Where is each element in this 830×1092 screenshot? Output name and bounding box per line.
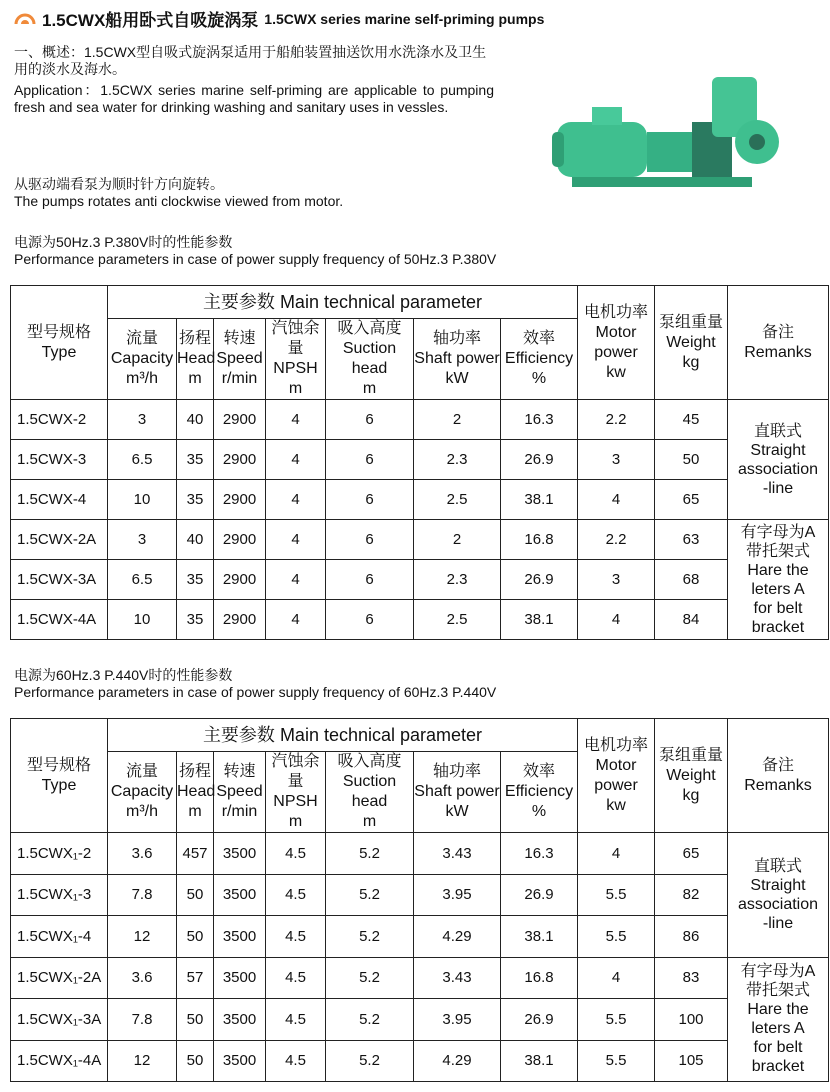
column-header-line: Shaft power xyxy=(414,350,500,367)
value-cell: 65 xyxy=(655,833,728,875)
value-cell: 5.5 xyxy=(578,874,655,916)
value-cell: 2 xyxy=(414,520,501,560)
value-cell: 4 xyxy=(578,957,655,999)
model-cell: 1.5CWX-3 xyxy=(11,440,108,480)
column-header xyxy=(414,752,501,833)
value-cell: 6 xyxy=(326,480,414,520)
column-header-line: m xyxy=(362,380,377,397)
model-cell: 1.5CWX₁-2A xyxy=(11,957,108,999)
column-header-line: Shaft power xyxy=(414,783,500,800)
column-header xyxy=(108,752,177,833)
value-cell: 26.9 xyxy=(501,874,578,916)
column-header xyxy=(214,319,266,400)
remarks-line: leters A xyxy=(751,580,805,598)
value-cell: 100 xyxy=(655,999,728,1041)
value-cell: 4 xyxy=(266,600,326,640)
column-header-line: Capacity xyxy=(110,350,174,367)
value-cell: 3 xyxy=(108,400,177,440)
weight-header-line: 泵组重量 xyxy=(658,746,723,764)
remarks-cell xyxy=(728,400,829,520)
table-row xyxy=(11,480,829,520)
column-header-line: m xyxy=(188,370,202,387)
table-row xyxy=(11,520,829,560)
column-header-line: 汽蚀余量 xyxy=(271,753,320,790)
value-cell: 50 xyxy=(177,874,214,916)
table-row xyxy=(11,999,829,1041)
column-header-line: Efficiency xyxy=(504,783,574,800)
remarks-line: 有字母为A xyxy=(740,523,816,541)
value-cell: 2900 xyxy=(214,440,266,480)
remarks-line: Hare the xyxy=(747,561,809,579)
value-cell: 2 xyxy=(414,400,501,440)
value-cell: 68 xyxy=(655,560,728,600)
value-cell: 10 xyxy=(108,480,177,520)
value-cell: 26.9 xyxy=(501,999,578,1041)
value-cell: 4 xyxy=(266,400,326,440)
remarks-header-line: 备注 xyxy=(761,756,794,774)
value-cell: 2900 xyxy=(214,520,266,560)
table-row xyxy=(11,874,829,916)
value-cell: 16.8 xyxy=(501,957,578,999)
value-cell: 2.2 xyxy=(578,520,655,560)
remarks-line: leters A xyxy=(751,1020,805,1038)
column-header-line: 扬程 xyxy=(178,330,211,347)
value-cell: 3 xyxy=(578,440,655,480)
value-cell: 16.8 xyxy=(501,520,578,560)
weight-header xyxy=(655,719,728,833)
motor-power-header-line: kw xyxy=(606,363,626,381)
value-cell: 3500 xyxy=(214,874,266,916)
remarks-header xyxy=(728,719,829,833)
value-cell: 3.43 xyxy=(414,957,501,999)
value-cell: 4 xyxy=(266,480,326,520)
column-header-line: m xyxy=(362,813,377,830)
value-cell: 2.5 xyxy=(414,600,501,640)
value-cell: 6 xyxy=(326,560,414,600)
value-cell: 2900 xyxy=(214,560,266,600)
column-header xyxy=(214,752,266,833)
table-row xyxy=(11,916,829,958)
value-cell: 6 xyxy=(326,440,414,480)
value-cell: 82 xyxy=(655,874,728,916)
overview-zh: 一、概述：1.5CWX型自吸式旋涡泵适用于船舶装置抽送饮用水洗涤水及卫生用的淡水及海水。 xyxy=(14,44,487,77)
type-header xyxy=(11,286,108,400)
column-header-line: r/min xyxy=(221,803,258,820)
column-header-line: Speed xyxy=(216,783,263,800)
value-cell: 6 xyxy=(326,600,414,640)
column-header-line: % xyxy=(531,370,547,387)
column-header-line: Suction head xyxy=(342,340,397,377)
column-header-line: kW xyxy=(445,370,469,387)
value-cell: 2.3 xyxy=(414,560,501,600)
column-header-line: Efficiency xyxy=(504,350,574,367)
value-cell: 5.5 xyxy=(578,1040,655,1082)
weight-header-line: 泵组重量 xyxy=(658,313,723,331)
value-cell: 7.8 xyxy=(108,999,177,1041)
model-cell: 1.5CWX-2A xyxy=(11,520,108,560)
value-cell: 26.9 xyxy=(501,440,578,480)
value-cell: 3.95 xyxy=(414,999,501,1041)
column-header-line: 轴功率 xyxy=(432,763,481,780)
value-cell: 35 xyxy=(177,600,214,640)
value-cell: 3500 xyxy=(214,1040,266,1082)
column-header xyxy=(266,319,326,400)
value-cell: 38.1 xyxy=(501,480,578,520)
table-row xyxy=(11,440,829,480)
value-cell: 26.9 xyxy=(501,560,578,600)
motor-power-header xyxy=(578,286,655,400)
value-cell: 12 xyxy=(108,1040,177,1082)
column-header-line: 轴功率 xyxy=(432,330,481,347)
value-cell: 35 xyxy=(177,480,214,520)
table-row xyxy=(11,560,829,600)
remarks-line: association xyxy=(737,895,819,913)
model-cell: 1.5CWX-4 xyxy=(11,480,108,520)
value-cell: 5.2 xyxy=(326,957,414,999)
column-header-line: kW xyxy=(445,803,469,820)
column-header-line: 转速 xyxy=(223,763,256,780)
value-cell: 4.5 xyxy=(266,999,326,1041)
value-cell: 5.2 xyxy=(326,1040,414,1082)
value-cell: 3.43 xyxy=(414,833,501,875)
pump-image xyxy=(552,62,802,202)
motor-power-header xyxy=(578,719,655,833)
value-cell: 3 xyxy=(108,520,177,560)
main-parameter-header: 主要参数 Main technical parameter xyxy=(108,286,578,319)
remarks-header-line: Remanks xyxy=(744,776,812,794)
value-cell: 16.3 xyxy=(501,833,578,875)
value-cell: 5.5 xyxy=(578,916,655,958)
column-header-line: 效率 xyxy=(522,763,555,780)
value-cell: 4 xyxy=(578,480,655,520)
type-header-line: 型号规格 xyxy=(26,756,91,774)
caption-en-2: Performance parameters in case of power supply frequency of 60Hz.3 P.440V xyxy=(14,684,497,700)
type-header-line: Type xyxy=(41,776,77,794)
model-cell: 1.5CWX-4A xyxy=(11,600,108,640)
remarks-line: -line xyxy=(762,914,794,932)
remarks-cell xyxy=(728,833,829,958)
value-cell: 2.2 xyxy=(578,400,655,440)
column-header-line: 扬程 xyxy=(178,763,211,780)
column-header xyxy=(501,752,578,833)
model-cell: 1.5CWX-3A xyxy=(11,560,108,600)
value-cell: 3500 xyxy=(214,833,266,875)
column-header-line: 吸入高度 xyxy=(337,320,402,337)
value-cell: 35 xyxy=(177,440,214,480)
value-cell: 2.3 xyxy=(414,440,501,480)
column-header-line: Head xyxy=(177,783,216,800)
value-cell: 4 xyxy=(578,600,655,640)
value-cell: 50 xyxy=(177,999,214,1041)
column-header-line: m xyxy=(288,380,303,397)
remarks-line: 直联式 xyxy=(753,422,802,440)
table-row xyxy=(11,600,829,640)
remarks-line: association xyxy=(737,460,819,478)
value-cell: 4 xyxy=(266,560,326,600)
value-cell: 38.1 xyxy=(501,916,578,958)
value-cell: 3.95 xyxy=(414,874,501,916)
value-cell: 63 xyxy=(655,520,728,560)
column-header xyxy=(177,319,214,400)
value-cell: 3 xyxy=(578,560,655,600)
value-cell: 6 xyxy=(326,520,414,560)
column-header-line: NPSH xyxy=(273,360,318,377)
value-cell: 3500 xyxy=(214,916,266,958)
value-cell: 5.2 xyxy=(326,999,414,1041)
value-cell: 83 xyxy=(655,957,728,999)
value-cell: 4 xyxy=(266,520,326,560)
motor-power-header-line: kw xyxy=(606,796,626,814)
remarks-line: 有字母为A xyxy=(740,963,816,981)
weight-header-line: Weight xyxy=(666,333,716,351)
motor-power-header-line: Motor power xyxy=(594,756,638,794)
column-header-line: 转速 xyxy=(223,330,256,347)
model-cell: 1.5CWX₁-4A xyxy=(11,1040,108,1082)
column-header-line: m xyxy=(188,803,202,820)
model-cell: 1.5CWX-2 xyxy=(11,400,108,440)
value-cell: 5.2 xyxy=(326,916,414,958)
table-row xyxy=(11,400,829,440)
value-cell: 3500 xyxy=(214,957,266,999)
column-header-line: m³/h xyxy=(126,803,158,820)
value-cell: 84 xyxy=(655,600,728,640)
value-cell: 6 xyxy=(326,400,414,440)
value-cell: 6.5 xyxy=(108,560,177,600)
header-row xyxy=(11,719,829,752)
value-cell: 4.5 xyxy=(266,957,326,999)
value-cell: 4 xyxy=(266,440,326,480)
weight-header-line: kg xyxy=(682,786,700,804)
value-cell: 86 xyxy=(655,916,728,958)
column-header xyxy=(414,319,501,400)
caption-zh-1: 电源为50Hz.3 P.380V时的性能参数 xyxy=(14,234,233,250)
type-header-line: 型号规格 xyxy=(26,323,91,341)
value-cell: 2900 xyxy=(214,400,266,440)
value-cell: 12 xyxy=(108,916,177,958)
title-zh: 1.5CWX船用卧式自吸旋涡泵 xyxy=(42,11,259,30)
performance-table-60hz xyxy=(10,718,829,1082)
value-cell: 4.29 xyxy=(414,1040,501,1082)
value-cell: 3.6 xyxy=(108,833,177,875)
value-cell: 3500 xyxy=(214,999,266,1041)
column-header-line: 流量 xyxy=(125,330,158,347)
value-cell: 4.5 xyxy=(266,874,326,916)
model-cell: 1.5CWX₁-2 xyxy=(11,833,108,875)
column-header-line: NPSH xyxy=(273,793,318,810)
remarks-line: 带托架式 xyxy=(745,982,810,1000)
column-header xyxy=(108,319,177,400)
model-cell: 1.5CWX₁-4 xyxy=(11,916,108,958)
value-cell: 40 xyxy=(177,400,214,440)
motor-power-header-line: 电机功率 xyxy=(583,303,648,321)
value-cell: 4 xyxy=(578,833,655,875)
caption-zh-2: 电源为60Hz.3 P.440V时的性能参数 xyxy=(14,667,233,683)
column-header-line: Capacity xyxy=(110,783,174,800)
overview-en: Application：1.5CWX series marine self-priming are applicable to pumping fresh and sea water for drinking washing and sanitary uses in vessles. xyxy=(14,82,494,115)
performance-table-50hz xyxy=(10,285,829,640)
column-header-line: Speed xyxy=(216,350,263,367)
title-en: 1.5CWX series marine self-priming pumps xyxy=(264,10,545,27)
model-cell: 1.5CWX₁-3 xyxy=(11,874,108,916)
remarks-line: -line xyxy=(762,479,794,497)
motor-power-header-line: 电机功率 xyxy=(583,736,648,754)
remarks-line: Straight xyxy=(750,441,806,459)
rotation-zh: 从驱动端看泵为顺时针方向旋转。 xyxy=(14,176,224,192)
column-header xyxy=(266,752,326,833)
type-header-line: Type xyxy=(41,343,77,361)
value-cell: 457 xyxy=(177,833,214,875)
main-parameter-header: 主要参数 Main technical parameter xyxy=(108,719,578,752)
type-header xyxy=(11,719,108,833)
value-cell: 4.5 xyxy=(266,833,326,875)
column-header-line: 流量 xyxy=(125,763,158,780)
column-header-line: 汽蚀余量 xyxy=(271,320,320,357)
value-cell: 4.29 xyxy=(414,916,501,958)
value-cell: 5.2 xyxy=(326,874,414,916)
value-cell: 3.6 xyxy=(108,957,177,999)
header-row xyxy=(11,286,829,319)
weight-header-line: kg xyxy=(682,353,700,371)
weight-header xyxy=(655,286,728,400)
value-cell: 50 xyxy=(177,916,214,958)
value-cell: 6.5 xyxy=(108,440,177,480)
column-header-line: m³/h xyxy=(126,370,158,387)
model-cell: 1.5CWX₁-3A xyxy=(11,999,108,1041)
remarks-line: Hare the xyxy=(747,1001,809,1019)
value-cell: 40 xyxy=(177,520,214,560)
value-cell: 4.5 xyxy=(266,1040,326,1082)
column-header xyxy=(501,319,578,400)
value-cell: 38.1 xyxy=(501,1040,578,1082)
column-header-line: r/min xyxy=(221,370,258,387)
table-row xyxy=(11,1040,829,1082)
column-header xyxy=(326,752,414,833)
logo-arc-icon xyxy=(14,12,36,26)
remarks-cell xyxy=(728,520,829,640)
remarks-line: for belt xyxy=(753,599,803,617)
page-title xyxy=(14,6,544,31)
column-header-line: Head xyxy=(177,350,216,367)
value-cell: 2.5 xyxy=(414,480,501,520)
weight-header-line: Weight xyxy=(666,766,716,784)
remarks-header-line: 备注 xyxy=(761,323,794,341)
remarks-line: for belt xyxy=(753,1039,803,1057)
column-header-line: m xyxy=(288,813,303,830)
value-cell: 16.3 xyxy=(501,400,578,440)
remarks-header-line: Remanks xyxy=(744,343,812,361)
column-header xyxy=(326,319,414,400)
value-cell: 4.5 xyxy=(266,916,326,958)
remarks-header xyxy=(728,286,829,400)
motor-power-header-line: Motor power xyxy=(594,323,638,361)
column-header-line: 吸入高度 xyxy=(337,753,402,770)
value-cell: 45 xyxy=(655,400,728,440)
value-cell: 38.1 xyxy=(501,600,578,640)
value-cell: 50 xyxy=(177,1040,214,1082)
table-row xyxy=(11,957,829,999)
value-cell: 57 xyxy=(177,957,214,999)
table-row xyxy=(11,833,829,875)
remarks-line: 带托架式 xyxy=(745,542,810,560)
caption-en-1: Performance parameters in case of power supply frequency of 50Hz.3 P.380V xyxy=(14,251,497,267)
rotation-en: The pumps rotates anti clockwise viewed from motor. xyxy=(14,193,344,209)
column-header-line: Suction head xyxy=(342,773,397,810)
value-cell: 105 xyxy=(655,1040,728,1082)
value-cell: 5.2 xyxy=(326,833,414,875)
remarks-line: Straight xyxy=(750,876,806,894)
column-header-line: 效率 xyxy=(522,330,555,347)
value-cell: 50 xyxy=(655,440,728,480)
remarks-line: 直联式 xyxy=(753,857,802,875)
value-cell: 7.8 xyxy=(108,874,177,916)
value-cell: 2900 xyxy=(214,600,266,640)
remarks-line: bracket xyxy=(751,618,805,636)
value-cell: 65 xyxy=(655,480,728,520)
remarks-cell xyxy=(728,957,829,1082)
remarks-line: bracket xyxy=(751,1058,805,1076)
column-header xyxy=(177,752,214,833)
value-cell: 35 xyxy=(177,560,214,600)
column-header-line: % xyxy=(531,803,547,820)
value-cell: 2900 xyxy=(214,480,266,520)
value-cell: 10 xyxy=(108,600,177,640)
value-cell: 5.5 xyxy=(578,999,655,1041)
